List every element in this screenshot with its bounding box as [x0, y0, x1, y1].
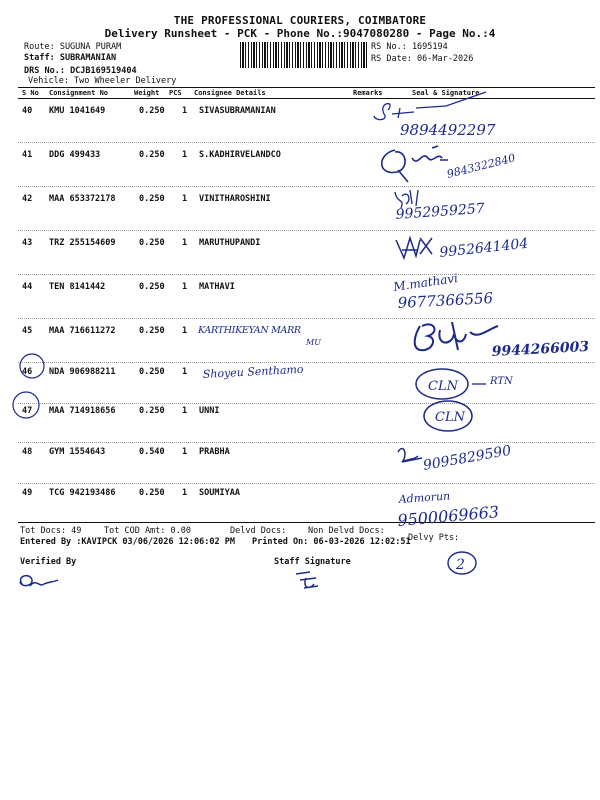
row-weight: 0.250	[139, 367, 165, 377]
phone-row43: 9952641404	[438, 235, 530, 261]
printed-on: Printed On: 06-03-2026 12:02:51	[252, 537, 411, 547]
circle-row46	[20, 354, 44, 378]
non-delivered-docs: Non Delvd Docs:	[308, 526, 385, 536]
company-title: THE PROFESSIONAL COURIERS, COIMBATORE	[173, 14, 427, 27]
row-consignment: MAA 714918656	[49, 406, 116, 416]
row-sno: 41	[22, 150, 33, 160]
row-sno: 43	[22, 238, 33, 248]
row-consignment: KMU 1041649	[49, 106, 106, 116]
page-circle-number: 2	[456, 557, 465, 573]
row-pcs: 1	[182, 406, 188, 416]
signature-row41	[382, 146, 448, 182]
verified-by-signature	[20, 576, 58, 586]
row-pcs: 1	[182, 367, 188, 377]
rs-number: RS No.: 1695194	[371, 42, 448, 52]
row-consignment: TRZ 255154609	[49, 238, 116, 248]
row-consignment: TEN 8141442	[49, 282, 106, 292]
row-sno: 40	[22, 106, 33, 116]
row-pcs: 1	[182, 238, 188, 248]
signature-row48	[398, 449, 422, 463]
phone-row49: 9500069663	[396, 502, 500, 530]
vehicle-label: Vehicle: Two Wheeler Delivery	[28, 76, 177, 86]
row-weight: 0.250	[139, 194, 165, 204]
consignee-handwritten-row46: Shoyeu Senthamo	[202, 362, 304, 381]
row-consignment: GYM 1554643	[49, 447, 106, 457]
row-consignee: UNNI	[199, 406, 220, 416]
row-consignment: TCG 942193486	[49, 488, 116, 498]
staff-name: SUBRAMANIAN	[59, 53, 117, 63]
row-pcs: 1	[182, 326, 188, 336]
phone-row42: 9952959257	[395, 200, 486, 223]
cln-row46: CLN	[428, 379, 458, 394]
row-weight: 0.250	[139, 488, 165, 498]
row-pcs: 1	[182, 282, 188, 292]
signature-row43	[396, 238, 432, 258]
consignee-handwritten-row45: KARTHIKEYAN MARR	[198, 325, 301, 336]
total-cod-amount: Tot COD Amt: 0.00	[104, 526, 191, 536]
runsheet-title: Delivery Runsheet - PCK - Phone No.:9047080280 - Page No.:4	[104, 27, 496, 40]
cln-row47: CLN	[435, 410, 465, 425]
rtn-row46: RTN	[490, 376, 513, 387]
consignee-handwritten-row45b: MU	[306, 338, 321, 347]
verified-by-label: Verified By	[20, 557, 77, 567]
phone-row45: 9944266003	[491, 338, 590, 360]
row-weight: 0.250	[139, 106, 165, 116]
row-consignee: SOUMIYAA	[199, 488, 240, 498]
delivered-docs: Delvd Docs:	[230, 526, 287, 536]
total-docs: Tot Docs: 49	[20, 526, 82, 536]
row-sno: 49	[22, 488, 33, 498]
row-consignment: NDA 906988211	[49, 367, 116, 377]
rs-date: RS Date: 06-Mar-2026	[371, 54, 474, 64]
row-weight: 0.250	[139, 326, 165, 336]
row-consignment: DDG 499433	[49, 150, 101, 160]
row-sno: 42	[22, 194, 33, 204]
row-weight: 0.250	[139, 406, 165, 416]
row-sno: 48	[22, 447, 33, 457]
phone-row44: 9677366556	[397, 289, 494, 312]
col-header-pcs: PCS	[169, 89, 182, 97]
row-consignment: MAA 716611272	[49, 326, 116, 336]
row-consignee: PRABHA	[199, 447, 230, 457]
row-weight: 0.250	[139, 238, 165, 248]
row-pcs: 1	[182, 194, 188, 204]
row-consignment: MAA 653372178	[49, 194, 116, 204]
phone-row40: 9894492297	[400, 121, 496, 139]
row-weight: 0.250	[139, 282, 165, 292]
row-consignee: MARUTHUPANDI	[199, 238, 261, 248]
col-header-seal-signature: Seal & Signature	[412, 89, 480, 97]
row-consignee: MATHAVI	[199, 282, 235, 292]
staff-label: Staff:	[24, 53, 60, 63]
row-consignee: VINITHAROSHINI	[199, 194, 271, 204]
row-weight: 0.250	[139, 150, 165, 160]
drs-number: DCJB169519404	[70, 66, 137, 76]
row-consignee: S.KADHIRVELANDCO	[199, 150, 281, 160]
row-sno: 45	[22, 326, 33, 336]
name-row49: Admorun	[398, 489, 451, 506]
col-header-remarks: Remarks	[353, 89, 383, 97]
row-sno: 47	[22, 406, 33, 416]
phone-row48: 9095829590	[421, 442, 513, 474]
circle-row47	[13, 392, 39, 418]
col-header-consignee: Consignee Details	[194, 89, 266, 97]
delivery-points: Delvy Pts:	[408, 533, 460, 543]
row-weight: 0.540	[139, 447, 165, 457]
row-pcs: 1	[182, 150, 188, 160]
row-pcs: 1	[182, 106, 188, 116]
phone-row41: 9843322840	[445, 151, 517, 181]
signature-row40	[374, 92, 486, 120]
staff-signature-label: Staff Signature	[274, 557, 351, 567]
drs-label: DRS No.:	[24, 66, 71, 76]
row-pcs: 1	[182, 488, 188, 498]
staff-signature	[296, 572, 318, 588]
row-consignee: SIVASUBRAMANIAN	[199, 106, 276, 116]
route-label: Route: SUGUNA PURAM	[24, 42, 122, 52]
row-pcs: 1	[182, 447, 188, 457]
col-header-consignment: Consignment No	[49, 89, 109, 97]
entered-by: Entered By :KAVIPCK 03/06/2026 12:06:02 PM	[20, 537, 235, 547]
row-sno: 46	[22, 367, 33, 377]
col-header-sno: S No	[22, 89, 39, 97]
col-header-weight: Weight	[134, 89, 160, 97]
name-row44: M.mathavi	[392, 271, 459, 294]
signature-row45	[415, 322, 498, 350]
row-sno: 44	[22, 282, 33, 292]
